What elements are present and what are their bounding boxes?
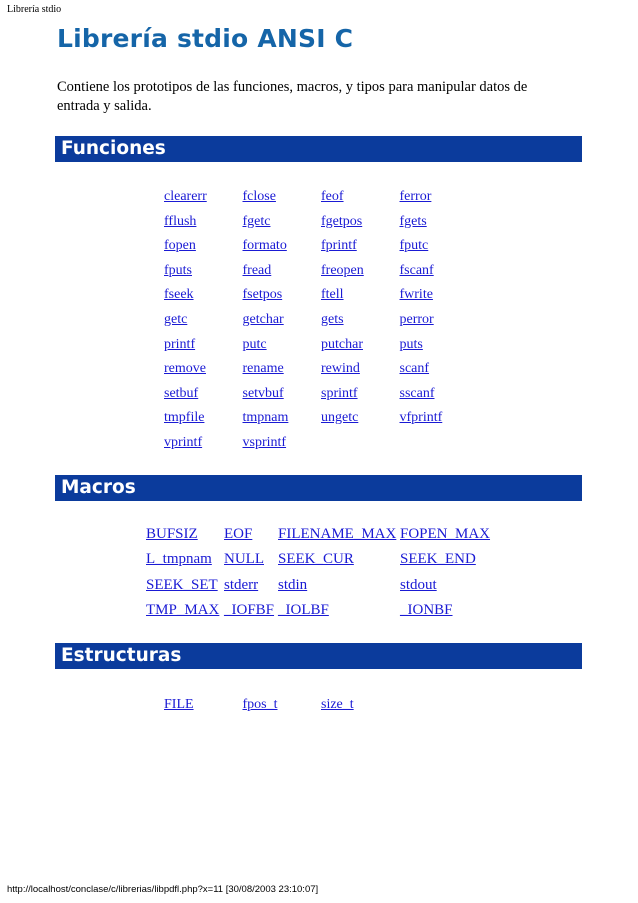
macro-cell — [278, 576, 400, 601]
funcion-link[interactable]: fclose — [242, 189, 276, 204]
funcion-link[interactable]: vfprintf — [399, 410, 443, 426]
funcion-link[interactable]: freopen — [321, 262, 364, 278]
funcion-link[interactable]: fgetc — [242, 213, 271, 229]
print-header: Librería stdio — [7, 4, 62, 15]
funcion-link[interactable]: formato — [242, 238, 287, 254]
funcion-row — [164, 187, 478, 212]
funcion-cell — [243, 212, 322, 237]
funcion-cell — [243, 433, 322, 458]
funcion-link[interactable]: fputc — [399, 238, 429, 254]
macro-cell — [278, 601, 400, 626]
macro-link[interactable]: _IOLBF — [278, 602, 329, 619]
funcion-link[interactable]: tmpfile — [164, 410, 205, 426]
funcion-link[interactable]: vprintf — [164, 434, 203, 450]
funcion-cell — [243, 285, 322, 310]
macro-cell — [146, 576, 224, 601]
funcion-link[interactable]: clearerr — [164, 189, 207, 204]
funcion-cell — [321, 187, 400, 212]
macro-link[interactable]: stdout — [400, 576, 437, 593]
macro-cell — [224, 601, 278, 626]
funcion-cell — [400, 261, 479, 286]
funcion-link[interactable]: gets — [321, 311, 344, 327]
funcion-link[interactable]: scanf — [399, 361, 430, 377]
funcion-link[interactable]: getc — [164, 311, 188, 327]
funcion-link[interactable]: putchar — [321, 336, 363, 352]
macro-link[interactable]: SEEK_CUR — [278, 551, 354, 568]
funcion-cell — [243, 408, 322, 433]
intro-text: Contiene los prototipos de las funciones, macros, y tipos para manipular datos de entrada y salida. — [57, 79, 528, 114]
macro-cell — [278, 525, 400, 550]
macro-link[interactable]: EOF — [224, 526, 253, 542]
funcion-cell — [400, 187, 479, 212]
funcion-cell — [164, 335, 243, 360]
funcion-link[interactable]: fopen — [164, 238, 196, 254]
funcion-link[interactable]: printf — [164, 336, 196, 352]
funcion-cell — [321, 384, 400, 409]
funcion-cell — [243, 384, 322, 409]
macro-row — [146, 576, 500, 601]
funcion-link[interactable]: fread — [242, 262, 272, 278]
funcion-link[interactable]: puts — [399, 336, 423, 352]
funcion-link[interactable]: putc — [242, 336, 267, 352]
funcion-link[interactable]: feof — [321, 189, 344, 204]
macro-row — [146, 550, 500, 575]
funcion-row — [164, 433, 478, 458]
funcion-link[interactable]: rewind — [321, 361, 360, 377]
macro-cell — [146, 601, 224, 626]
funcion-cell — [243, 335, 322, 360]
funcion-cell — [321, 359, 400, 384]
macro-cell — [400, 550, 500, 575]
funcion-link[interactable]: fprintf — [321, 238, 357, 254]
funciones-table — [164, 187, 478, 458]
macro-link[interactable]: stdin — [278, 576, 308, 593]
funcion-cell — [321, 285, 400, 310]
macro-link[interactable]: SEEK_END — [400, 551, 476, 568]
funcion-row — [164, 408, 478, 433]
estructura-link[interactable]: fpos_t — [242, 697, 278, 712]
macro-cell — [146, 550, 224, 575]
funcion-link[interactable]: ferror — [399, 189, 432, 204]
funcion-cell — [321, 310, 400, 335]
macro-cell — [146, 525, 224, 550]
section-header-funciones: Funciones — [55, 136, 582, 162]
macro-row — [146, 525, 500, 550]
funcion-row — [164, 285, 478, 310]
section-header-macros: Macros — [55, 475, 582, 501]
funcion-cell — [321, 408, 400, 433]
estructura-link[interactable]: FILE — [164, 697, 194, 712]
funcion-cell — [400, 212, 479, 237]
funcion-link[interactable]: fwrite — [399, 287, 433, 303]
macro-link[interactable]: _IOFBF — [224, 602, 275, 619]
funcion-cell — [164, 408, 243, 433]
funcion-link[interactable]: ungetc — [321, 410, 359, 426]
funcion-cell — [243, 261, 322, 286]
funcion-cell — [164, 212, 243, 237]
macros-table — [146, 525, 500, 627]
page-title: Librería stdio ANSI C — [57, 24, 354, 53]
funcion-cell — [321, 335, 400, 360]
funcion-cell — [243, 187, 322, 212]
funcion-cell — [164, 261, 243, 286]
funcion-link[interactable]: fscanf — [399, 262, 434, 278]
funcion-link[interactable]: setvbuf — [242, 385, 284, 401]
funcion-link[interactable]: getchar — [242, 311, 284, 327]
funcion-cell — [400, 408, 479, 433]
funcion-link[interactable]: sprintf — [321, 385, 358, 401]
macro-link[interactable]: FILENAME_MAX — [278, 526, 397, 542]
funcion-link[interactable]: vsprintf — [242, 434, 287, 450]
funcion-row — [164, 212, 478, 237]
macro-link[interactable]: BUFSIZ — [146, 526, 198, 542]
macro-link[interactable]: _IONBF — [400, 602, 453, 619]
macro-link[interactable]: TMP_MAX — [146, 602, 220, 619]
funcion-link[interactable]: fputs — [164, 262, 192, 278]
funcion-cell — [164, 236, 243, 261]
funcion-link[interactable]: fgets — [399, 213, 427, 229]
funcion-cell — [400, 285, 479, 310]
macro-cell — [400, 576, 500, 601]
section-header-estructuras: Estructuras — [55, 643, 582, 669]
macro-cell — [278, 550, 400, 575]
funcion-cell — [164, 310, 243, 335]
funcion-cell — [321, 212, 400, 237]
funcion-link[interactable]: fgetpos — [321, 213, 363, 229]
funcion-cell — [321, 261, 400, 286]
funcion-cell — [164, 187, 243, 212]
funcion-cell — [164, 433, 243, 458]
funcion-cell — [164, 285, 243, 310]
funcion-link[interactable]: tmpnam — [242, 410, 289, 426]
funcion-row — [164, 359, 478, 384]
funcion-row — [164, 310, 478, 335]
estructura-row — [164, 695, 400, 717]
funcion-row — [164, 384, 478, 409]
funcion-row — [164, 261, 478, 286]
funcion-cell — [400, 359, 479, 384]
macro-link[interactable]: NULL — [224, 551, 264, 568]
funcion-cell — [243, 359, 322, 384]
funcion-cell — [400, 335, 479, 360]
funcion-link[interactable]: sscanf — [399, 385, 435, 401]
macro-link[interactable]: SEEK_SET — [146, 576, 218, 593]
estructura-cell — [321, 695, 400, 717]
estructura-link[interactable]: size_t — [321, 697, 354, 712]
print-footer: http://localhost/conclase/c/librerias/libpdfl.php?x=11 [30/08/2003 23:10:07] — [7, 884, 319, 895]
funcion-cell — [164, 384, 243, 409]
funcion-cell — [243, 236, 322, 261]
macro-cell — [224, 525, 278, 550]
macro-cell — [400, 525, 500, 550]
estructura-cell — [164, 695, 243, 717]
funcion-link[interactable]: perror — [399, 311, 434, 327]
funcion-link[interactable]: ftell — [321, 287, 344, 303]
funcion-link[interactable]: fseek — [164, 287, 194, 303]
funcion-link[interactable]: fflush — [164, 213, 197, 229]
funcion-link[interactable]: fsetpos — [242, 287, 283, 303]
funcion-cell — [400, 310, 479, 335]
estructuras-table — [164, 695, 400, 717]
funcion-row — [164, 335, 478, 360]
funcion-cell — [321, 236, 400, 261]
funcion-link[interactable]: setbuf — [164, 385, 199, 401]
funcion-row — [164, 236, 478, 261]
funcion-link[interactable]: remove — [164, 361, 206, 377]
macro-cell — [224, 576, 278, 601]
macro-row — [146, 601, 500, 626]
funcion-cell — [400, 236, 479, 261]
estructura-cell — [243, 695, 322, 717]
macro-link[interactable]: L_tmpnam — [146, 551, 212, 568]
macro-cell — [400, 601, 500, 626]
funcion-cell — [243, 310, 322, 335]
funcion-cell — [164, 359, 243, 384]
funcion-cell — [400, 384, 479, 409]
funcion-link[interactable]: rename — [242, 361, 284, 377]
macro-link[interactable]: stderr — [224, 576, 259, 593]
macro-cell — [224, 550, 278, 575]
macro-link[interactable]: FOPEN_MAX — [400, 526, 491, 542]
